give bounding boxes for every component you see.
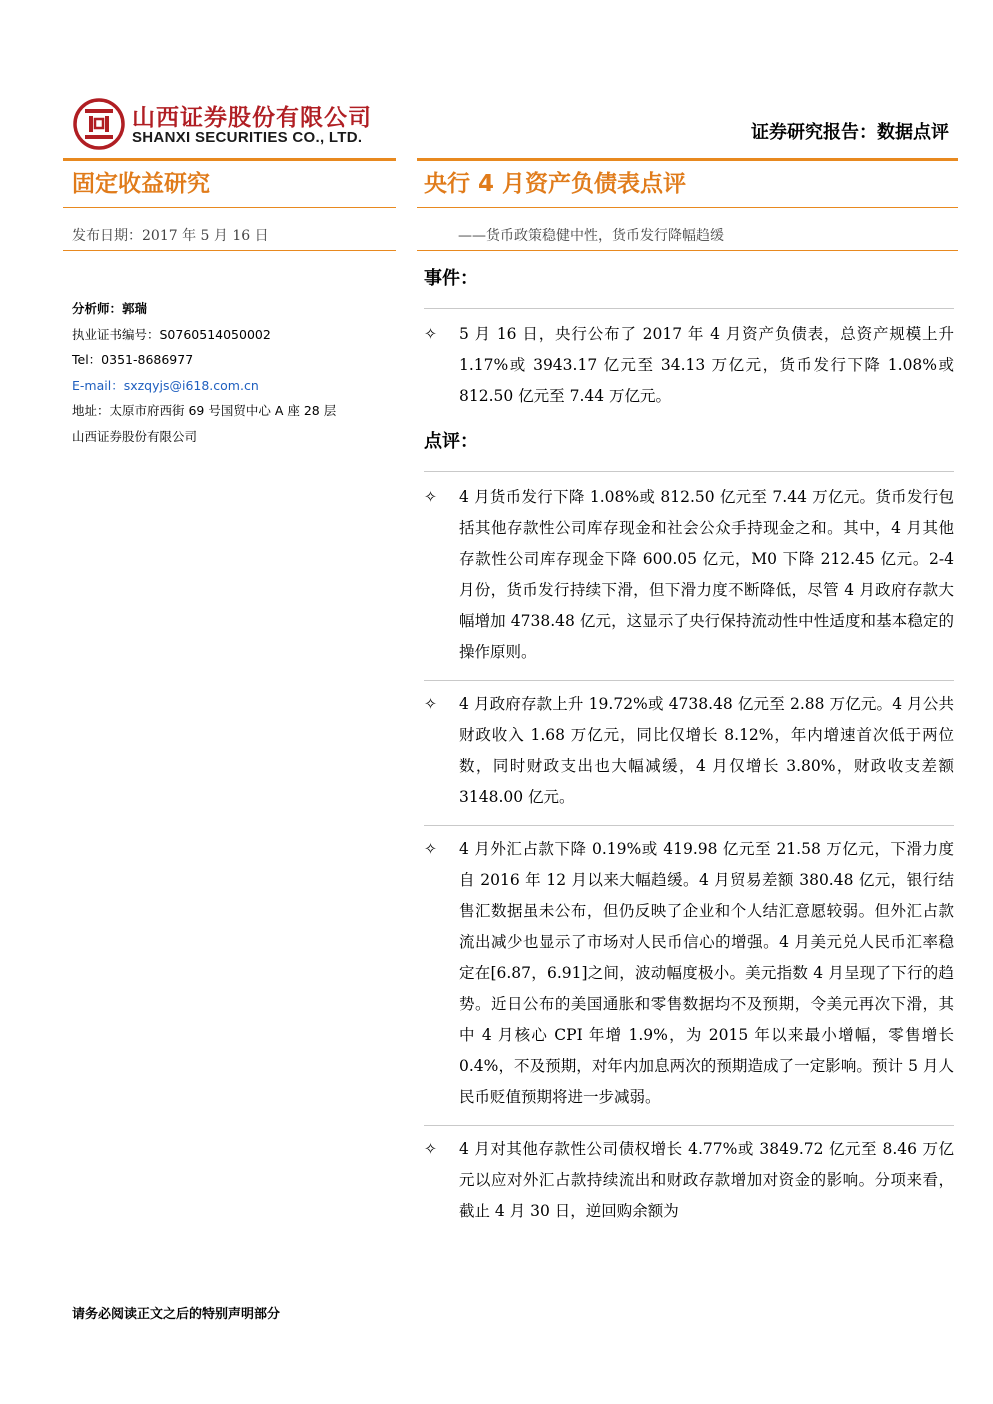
address: 地址：太原市府西街 69 号国贸中心 A 座 28 层 bbox=[72, 403, 337, 418]
date-rule-right bbox=[417, 250, 958, 251]
company-name-cn: 山西证券股份有限公司 bbox=[132, 105, 372, 131]
email-link[interactable]: E-mail：sxzqyjs@i618.com.cn bbox=[72, 377, 259, 393]
bullet-diamond-icon: ✧ bbox=[424, 488, 437, 506]
footer-disclaimer: 请务必阅读正文之后的特别声明部分 bbox=[72, 1307, 281, 1322]
telephone: Tel：0351-8686977 bbox=[72, 352, 194, 367]
review-bullet bbox=[424, 834, 954, 1113]
review-text: 4 月外汇占款下降 0.19%或 419.98 亿元至 21.58 万亿元，下滑力度自 2016 年 12 月以来大幅趋缓。4 月贸易差额 380.48 亿元，银行结售汇数据虽未公布，但仍反映了企业和个人结汇意愿较弱。但外汇占款流出减少也显示了市场对人民币信心的增强。4 月美元兑人民币汇率稳定在[6.87，6.91]之间，波动幅度极小。美元指数 4 月呈现了下行的趋势。近日公布的美国通胀和零售数据均不及预期，令美元再次下滑，其中 4 月核心 CPI 年增 1.9%，为 2015 年以来最小增幅，零售增长 0.4%，不及预期，对年内加息两次的预期造成了一定影响。预计 5 月人民币贬值预期将进一步减弱。 bbox=[459, 840, 954, 1106]
header-rule-left bbox=[63, 158, 396, 161]
review-text: 4 月对其他存款性公司债权增长 4.77%或 3849.72 亿元至 8.46 万亿元以应对外汇占款持续流出和财政存款增加对资金的影响。分项来看，截止 4 月 30 日，逆回购余额为 bbox=[459, 1140, 954, 1220]
company-name-en: SHANXI SECURITIES CO., LTD. bbox=[132, 129, 363, 146]
license-number: 执业证书编号：S0760514050002 bbox=[72, 326, 271, 342]
bullet-diamond-icon: ✧ bbox=[424, 325, 437, 343]
report-title: 央行 4 月资产负债表点评 bbox=[424, 171, 687, 197]
date-rule-left bbox=[63, 250, 396, 251]
report-body bbox=[424, 264, 954, 1227]
event-text: 5 月 16 日，央行公布了 2017 年 4 月资产负债表，总资产规模上升 1.17%或 3943.17 亿元至 34.13 万亿元，货币发行下降 1.08%或 812.50 亿元至 7.44 万亿元。 bbox=[459, 325, 954, 405]
bullet-diamond-icon: ✧ bbox=[424, 695, 437, 713]
header-rule-right bbox=[417, 158, 958, 161]
review-text: 4 月政府存款上升 19.72%或 4738.48 亿元至 2.88 万亿元。4 月公共财政收入 1.68 万亿元，同比仅增长 8.12%，年内增速首次低于两位数，同时财政支出也大幅减缓，4 月仅增长 3.80%，财政收支差额 3148.00 亿元。 bbox=[459, 695, 954, 806]
analyst-info bbox=[72, 296, 392, 449]
review-divider bbox=[424, 1125, 954, 1126]
review-divider bbox=[424, 680, 954, 681]
company-logo bbox=[72, 97, 372, 157]
review-bullet bbox=[424, 1134, 954, 1227]
event-bullet bbox=[424, 319, 954, 412]
review-divider bbox=[424, 825, 954, 826]
company-logo-icon bbox=[72, 97, 126, 151]
review-bullet bbox=[424, 482, 954, 668]
section-title: 固定收益研究 bbox=[72, 171, 210, 197]
company-footer-name: 山西证券股份有限公司 bbox=[72, 428, 198, 444]
title-rule-right bbox=[417, 207, 958, 208]
review-divider bbox=[424, 471, 954, 472]
review-heading: 点评： bbox=[424, 431, 478, 452]
review-text: 4 月货币发行下降 1.08%或 812.50 亿元至 7.44 万亿元。货币发行包括其他存款性公司库存现金和社会公众手持现金之和。其中，4 月其他存款性公司库存现金下降 600.05 亿元，M0 下降 212.45 亿元。2-4 月份，货币发行持续下滑，但下滑力度不断降低，尽管 4 月政府存款大幅增加 4738.48 亿元，这显示了央行保持流动性中性适度和基本稳定的操作原则。 bbox=[459, 488, 954, 661]
review-bullet bbox=[424, 689, 954, 813]
bullet-diamond-icon: ✧ bbox=[424, 840, 437, 858]
publish-date: 发布日期：2017 年 5 月 16 日 bbox=[72, 228, 269, 244]
event-heading: 事件： bbox=[424, 268, 478, 289]
event-divider bbox=[424, 308, 954, 309]
report-type: 证券研究报告：数据点评 bbox=[751, 122, 949, 143]
report-subtitle: ——货币政策稳健中性，货币发行降幅趋缓 bbox=[458, 228, 724, 244]
bullet-diamond-icon: ✧ bbox=[424, 1140, 437, 1158]
analyst-name: 分析师：郭瑞 bbox=[72, 301, 148, 316]
title-rule-left bbox=[63, 207, 396, 208]
